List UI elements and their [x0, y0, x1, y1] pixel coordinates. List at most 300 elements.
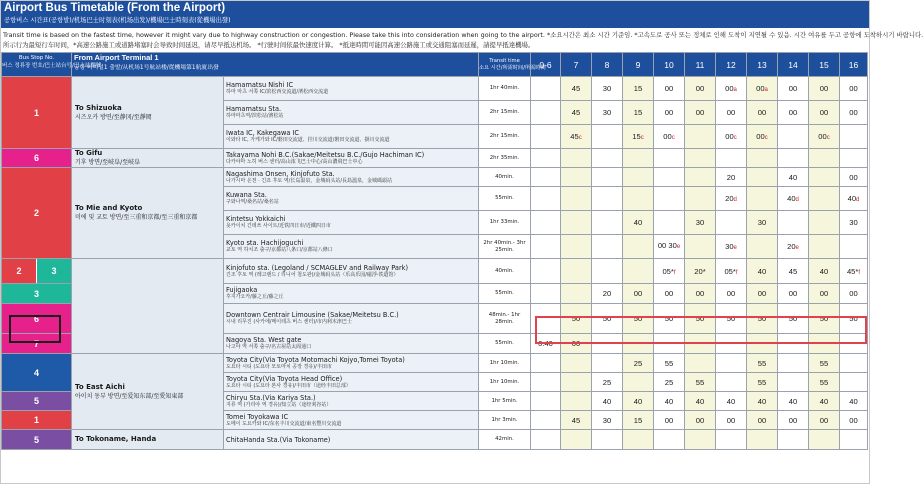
departure-cell: 15	[623, 411, 654, 430]
departure-cell: 45*f	[840, 259, 868, 284]
departure-cell: 40	[809, 392, 840, 411]
table-row	[2, 354, 868, 373]
station-name	[224, 392, 479, 411]
station-label: Hamamatsu Sta.	[226, 105, 282, 114]
departure-cell: 00	[747, 101, 778, 125]
departure-cell	[561, 211, 592, 235]
transit-time: 1hr 40min.	[479, 77, 531, 101]
departure-cell	[592, 125, 623, 149]
departure-note-mark: f	[673, 269, 676, 276]
station-name	[224, 354, 479, 373]
departure-cell	[747, 187, 778, 211]
departure-cell	[809, 211, 840, 235]
col-hour: 16	[840, 53, 868, 77]
transit-time: 2hr 40min.- 3hr 25min.	[479, 235, 531, 259]
departure-cell: 20e	[778, 235, 809, 259]
col-hour: 14	[778, 53, 809, 77]
departure-cell	[685, 149, 716, 168]
departure-note-mark: d	[856, 197, 860, 203]
station-name	[224, 304, 479, 334]
col-hour: 9	[623, 53, 654, 77]
departure-cell: 00	[809, 284, 840, 304]
bus-stop-number: 3	[2, 284, 72, 304]
departure-cell: 45	[561, 77, 592, 101]
departure-cell: 00	[840, 284, 868, 304]
departure-cell	[561, 284, 592, 304]
departure-cell	[592, 187, 623, 211]
destination-name: To East Aichi	[75, 382, 125, 391]
departure-cell	[531, 354, 561, 373]
departure-cell	[623, 149, 654, 168]
bus-stop-number: 5	[2, 430, 72, 450]
departure-cell: 00a	[747, 77, 778, 101]
departure-cell: 55	[809, 354, 840, 373]
departure-cell	[685, 235, 716, 259]
station-name	[224, 149, 479, 168]
departure-cell: 00	[654, 77, 685, 101]
note-line-1: Transit time is based on the fastest time, however it might vary due to highway construction or congestion. Please take this into consideration when going to the airport. *소요시간은 최소 시간 기준임. *고속도로 공사 또는 정체로 인해 도착이 지연될 수 있음. 시간 여유를 두고 공항에 도착하시기 바랍니다.	[3, 31, 923, 39]
station-name	[224, 77, 479, 101]
departure-cell	[654, 149, 685, 168]
departure-cell: 00	[716, 284, 747, 304]
departure-cell: 15	[623, 77, 654, 101]
station-sub: 지류 역 (가리야 역 경유)/知立站（途经刈谷站）	[226, 401, 332, 408]
station-label: Kuwana Sta.	[226, 191, 267, 200]
departure-cell: 30	[592, 101, 623, 125]
destination-sub: 아이치 동부 방면/至爱知东部/至愛知東部	[75, 392, 184, 400]
bus-stop-number	[2, 259, 72, 284]
bus-stop-number: 4	[2, 354, 72, 392]
transit-time: 40min.	[479, 259, 531, 284]
departure-cell	[654, 187, 685, 211]
station-name	[224, 168, 479, 187]
page-title: Airport Bus Timetable (From the Airport)	[4, 2, 226, 14]
departure-cell: 20*	[685, 259, 716, 284]
departure-cell: 20	[716, 168, 747, 187]
departure-cell: 40	[623, 392, 654, 411]
departure-cell	[840, 334, 868, 354]
departure-cell	[531, 235, 561, 259]
departure-cell: 55	[747, 354, 778, 373]
departure-cell	[531, 430, 561, 450]
bus-stop-number: 7	[2, 334, 72, 354]
bus-stop-number: 1	[2, 77, 72, 149]
destination-group	[72, 168, 224, 259]
departure-note-mark: d	[795, 197, 799, 203]
departure-cell	[531, 373, 561, 392]
departure-cell	[623, 430, 654, 450]
timetable-table	[1, 52, 868, 450]
departure-cell: 30	[592, 77, 623, 101]
departure-cell	[561, 259, 592, 284]
departure-cell	[592, 149, 623, 168]
station-label: Nagashima Onsen, Kinjofuto Sta.	[226, 169, 335, 178]
station-sub: 후지가오카/藤之丘/藤之丘	[226, 294, 284, 301]
departure-cell: 00	[840, 168, 868, 187]
departure-cell: 00	[747, 284, 778, 304]
station-sub: 교토 역 하치조 출구/京都站八条口/京都站八條口	[226, 247, 333, 254]
departure-cell: 00	[809, 411, 840, 430]
destination-group	[72, 259, 224, 354]
table-row	[2, 259, 868, 284]
table-row	[2, 149, 868, 168]
departure-note-mark: a	[733, 87, 737, 93]
departure-note-mark: c	[826, 135, 830, 141]
transit-time: 1hr 3min.	[479, 411, 531, 430]
departure-cell: 45c	[561, 125, 592, 149]
departure-cell: 40	[747, 259, 778, 284]
departure-cell: 00	[685, 411, 716, 430]
station-label: Tomei Toyokawa IC	[226, 412, 289, 421]
departure-cell	[531, 187, 561, 211]
departure-cell: 00	[778, 411, 809, 430]
col-bus-stop-label: Bus Stop No.	[18, 55, 55, 61]
station-sub: 도요타 시티 (도요타 본사 경유)/丰田市（途经丰田总部）	[226, 382, 351, 389]
departure-cell: 00	[654, 411, 685, 430]
station-label: Fujigaoka	[226, 286, 258, 295]
departure-cell	[531, 168, 561, 187]
bus-stop-number: 1	[2, 411, 72, 430]
col-hour: 12	[716, 53, 747, 77]
departure-cell	[778, 211, 809, 235]
transit-time: 1hr 10min.	[479, 373, 531, 392]
departure-cell	[778, 354, 809, 373]
departure-cell: 40	[716, 392, 747, 411]
departure-cell	[747, 149, 778, 168]
station-label: Hamamatsu Nishi IC	[226, 81, 294, 90]
col-destination-label: From Airport Terminal 1	[74, 53, 159, 62]
departure-cell	[716, 430, 747, 450]
departure-note-mark: d	[733, 197, 737, 203]
departure-cell	[561, 168, 592, 187]
departure-cell	[592, 168, 623, 187]
departure-cell	[561, 187, 592, 211]
departure-cell: 40	[654, 392, 685, 411]
departure-cell	[654, 211, 685, 235]
departure-cell: 05*f	[716, 259, 747, 284]
station-label: Toyota City(Via Toyota Head Office)	[226, 374, 343, 383]
destination-name: To Mie and Kyoto	[75, 204, 143, 212]
departure-cell	[561, 430, 592, 450]
transit-time: 55min.	[479, 187, 531, 211]
station-name	[224, 187, 479, 211]
departure-cell: 40	[747, 392, 778, 411]
departure-cell	[592, 334, 623, 354]
departure-cell	[531, 149, 561, 168]
departure-cell: 00a	[716, 77, 747, 101]
transit-time: 1hr 33min.	[479, 211, 531, 235]
transit-time: 40min.	[479, 168, 531, 187]
departure-cell: 00	[716, 101, 747, 125]
station-sub: 욧카이치 긴테쓰 사이트/近铁四日市/近鐵四日市	[226, 223, 331, 230]
departure-cell: 05*f	[654, 259, 685, 284]
departure-cell: 55	[747, 373, 778, 392]
table-row	[2, 77, 868, 101]
departure-cell	[592, 235, 623, 259]
station-label: Kinjofuto sta. (Legoland / SCMAGLEV and Railway Park)	[226, 263, 409, 272]
departure-cell: 00	[685, 284, 716, 304]
departure-cell	[592, 430, 623, 450]
departure-cell: 00	[716, 411, 747, 430]
departure-cell: 30	[592, 411, 623, 430]
departure-cell: 00	[840, 77, 868, 101]
col-hour: 0-6	[531, 53, 561, 77]
departure-cell: 15c	[623, 125, 654, 149]
departure-cell: 50	[592, 304, 623, 334]
departure-cell	[747, 235, 778, 259]
destination-group	[72, 430, 224, 450]
departure-cell	[716, 354, 747, 373]
departure-cell	[778, 125, 809, 149]
departure-cell	[654, 168, 685, 187]
departure-cell: 00	[685, 77, 716, 101]
bus-stop-number: 6	[2, 304, 72, 334]
departure-cell: 30e	[716, 235, 747, 259]
station-label: Downtown Centrair Limousine (Sakae/Meitetsu B.C.)	[226, 311, 399, 320]
departure-cell	[623, 187, 654, 211]
destination-name: To Tokoname, Handa	[75, 435, 157, 443]
departure-cell: 00	[840, 101, 868, 125]
departure-cell	[809, 187, 840, 211]
col-destination-sub: 공항 터미널1 출발/从机场1号航站楼/從機場第1航廈出發	[74, 64, 219, 71]
departure-cell: 00c	[654, 125, 685, 149]
departure-cell	[592, 211, 623, 235]
departure-cell	[531, 392, 561, 411]
departure-cell	[778, 334, 809, 354]
station-name	[224, 125, 479, 149]
station-name	[224, 430, 479, 450]
departure-note-mark: e	[795, 245, 799, 251]
departure-cell: 00	[778, 284, 809, 304]
timetable-banner	[1, 1, 869, 28]
departure-cell: 00	[778, 77, 809, 101]
departure-cell	[685, 187, 716, 211]
departure-cell: 20d	[716, 187, 747, 211]
departure-cell: 00	[685, 101, 716, 125]
departure-cell	[592, 354, 623, 373]
station-sub: 다카야마 노히 버스 센터/高山浓飞巴士中心/高山濃飛巴士中心	[226, 158, 363, 165]
departure-cell	[623, 259, 654, 284]
departure-cell: 50	[716, 304, 747, 334]
departure-cell: 50	[840, 304, 868, 334]
departure-cell: 30	[840, 211, 868, 235]
departure-cell: 40	[809, 259, 840, 284]
departure-cell	[685, 334, 716, 354]
departure-note-mark: c	[733, 135, 737, 141]
departure-cell	[561, 235, 592, 259]
departure-cell	[654, 430, 685, 450]
station-sub: 도요타 시티 (도요타 모토마치 공장 경유)/丰田市	[226, 363, 332, 370]
bus-stop-number-part: 2	[2, 259, 37, 283]
station-sub: 하마 마츠 서쪽 IC/滨松西交流道/濱松西交流道	[226, 89, 329, 96]
page-subtitle: 공항버스 시간표(공항발)/机场巴士时刻表(机场出发)/機場巴士時刻表(從機場出發)	[4, 17, 231, 24]
departure-cell: 40	[623, 211, 654, 235]
departure-cell	[561, 392, 592, 411]
departure-cell	[531, 284, 561, 304]
destination-name: To Gifu	[75, 149, 103, 157]
departure-cell: 00c	[716, 125, 747, 149]
col-hour: 15	[809, 53, 840, 77]
departure-note-mark: a	[764, 87, 768, 93]
departure-cell	[840, 125, 868, 149]
departure-cell: 00	[840, 411, 868, 430]
departure-cell: 55	[654, 354, 685, 373]
destination-group	[72, 149, 224, 168]
departure-cell: 00c	[809, 125, 840, 149]
departure-cell: 50	[747, 304, 778, 334]
departure-cell: 30	[747, 211, 778, 235]
table-row	[2, 168, 868, 187]
table-row	[2, 430, 868, 450]
departure-cell: 55	[685, 373, 716, 392]
departure-cell	[747, 168, 778, 187]
departure-cell	[747, 334, 778, 354]
departure-cell: 00	[654, 284, 685, 304]
departure-cell: 40	[778, 168, 809, 187]
departure-cell	[685, 168, 716, 187]
departure-cell	[716, 334, 747, 354]
header-row	[2, 53, 868, 77]
departure-cell	[623, 235, 654, 259]
station-label: Chiryu Sta.(Via Kariya Sta.)	[226, 393, 316, 402]
departure-cell	[685, 354, 716, 373]
transit-time: 48min.- 1hr 28min.	[479, 304, 531, 334]
col-hour: 10	[654, 53, 685, 77]
departure-cell	[685, 430, 716, 450]
departure-cell	[716, 373, 747, 392]
destination-group	[72, 77, 224, 149]
transit-time: 55min.	[479, 334, 531, 354]
departure-cell	[623, 373, 654, 392]
departure-cell	[531, 259, 561, 284]
departure-cell: 30	[685, 211, 716, 235]
col-bus-stop-sub: 버스 정류장 번호/巴士站台号/巴士站牌號	[2, 62, 102, 69]
col-hour: 13	[747, 53, 778, 77]
destination-name: To Shizuoka	[75, 103, 122, 112]
departure-cell	[531, 304, 561, 334]
station-label: Takayama Nohi B.C.(Sakae/Meitetsu B.C./Gujo Hachiman IC)	[226, 150, 425, 159]
departure-cell	[840, 149, 868, 168]
timetable-body	[2, 77, 868, 450]
transit-note	[3, 31, 923, 50]
departure-cell: 00	[561, 334, 592, 354]
departure-cell	[592, 259, 623, 284]
note-line-2: 所示行为最短行车时间，*高速公路施工或道路堵塞时会导致时间延迟，请尽早抵达机场。 *行驶时间依最快速度计算。 *抵達時間可能因高速公路施工或交通阻塞而延遲，請提早抵達機場。	[3, 40, 535, 49]
station-sub: 나가시마 온천 · 긴죠 후토 역/长岛温泉，金城码头站/長島溫泉，金城碼頭站	[226, 177, 393, 184]
departure-cell: 45	[778, 259, 809, 284]
departure-cell: 40	[840, 392, 868, 411]
departure-cell: 50	[623, 304, 654, 334]
station-label: ChitaHanda Sta.(Via Tokoname)	[226, 435, 331, 444]
bus-stop-number: 2	[2, 168, 72, 259]
departure-cell: 00	[623, 284, 654, 304]
departure-cell	[561, 354, 592, 373]
departure-cell: 25	[592, 373, 623, 392]
departure-cell: 40	[778, 392, 809, 411]
departure-cell: 00	[778, 101, 809, 125]
station-name	[224, 334, 479, 354]
departure-cell: 0:40	[531, 334, 561, 354]
col-transit-sub: 소요 시간/所需时间/所需時間	[479, 64, 546, 71]
departure-cell	[623, 168, 654, 187]
departure-note-mark: c	[578, 135, 582, 141]
transit-time: 2hr 15min.	[479, 101, 531, 125]
departure-cell: 00	[809, 77, 840, 101]
departure-cell	[840, 235, 868, 259]
departure-cell	[778, 373, 809, 392]
departure-cell	[531, 101, 561, 125]
departure-cell	[531, 211, 561, 235]
station-name	[224, 101, 479, 125]
departure-cell	[531, 125, 561, 149]
departure-note-mark: c	[671, 135, 675, 141]
departure-cell: 40	[592, 392, 623, 411]
departure-cell: 20	[592, 284, 623, 304]
departure-note-mark: c	[764, 135, 768, 141]
station-sub: 하마마츠역/滨松站/濱松站	[226, 113, 284, 120]
departure-cell: 50	[809, 304, 840, 334]
departure-cell	[809, 149, 840, 168]
departure-cell: 55	[809, 373, 840, 392]
station-name	[224, 235, 479, 259]
destination-sub: 기후 방면/至岐阜/至岐阜	[75, 159, 141, 166]
station-sub: 도메이 도요카와 IC/东名丰川交流道/東名豐川交流道	[226, 420, 342, 427]
departure-cell	[623, 334, 654, 354]
transit-time: 1hr 5min.	[479, 392, 531, 411]
destination-sub: 시즈오카 방면/至静冈/至靜岡	[75, 113, 152, 121]
station-sub: 시내 리무진 (사카에/메이테츠 버스 센터)/市内利木津巴士	[226, 319, 352, 326]
departure-cell	[809, 168, 840, 187]
col-hour: 11	[685, 53, 716, 77]
departure-cell: 50	[561, 304, 592, 334]
bus-stop-number: 5	[2, 392, 72, 411]
departure-cell	[840, 430, 868, 450]
departure-note-mark: e	[676, 244, 681, 250]
station-sub: 이와타 IC, 가케가와 IC/磐田交流道、挂川交流道/磐田交流道、掛川交流道	[226, 137, 390, 144]
departure-note-mark: c	[640, 135, 644, 141]
departure-cell	[716, 211, 747, 235]
departure-cell	[809, 430, 840, 450]
departure-cell: 25	[623, 354, 654, 373]
station-name	[224, 211, 479, 235]
departure-note-mark: f	[858, 269, 861, 276]
station-name	[224, 373, 479, 392]
departure-cell	[685, 125, 716, 149]
departure-cell: 15	[623, 101, 654, 125]
bus-stop-number: 6	[2, 149, 72, 168]
col-hour: 8	[592, 53, 623, 77]
departure-cell: 00	[654, 101, 685, 125]
departure-cell	[809, 334, 840, 354]
departure-cell: 00	[747, 411, 778, 430]
departure-cell: 00c	[747, 125, 778, 149]
station-label: Nagoya Sta. West gate	[226, 336, 302, 345]
station-label: Kintetsu Yokkaichi	[226, 215, 286, 224]
transit-time: 42min.	[479, 430, 531, 450]
station-sub: 나고야 역 서쪽 출구/名古屋站太阁通口	[226, 344, 312, 351]
departure-cell: 25	[654, 373, 685, 392]
departure-cell	[531, 77, 561, 101]
departure-cell	[747, 430, 778, 450]
departure-cell: 00	[809, 101, 840, 125]
departure-cell	[840, 373, 868, 392]
departure-note-mark: f	[735, 269, 738, 276]
departure-cell	[840, 354, 868, 373]
col-hour: 7	[561, 53, 592, 77]
col-destination	[72, 53, 479, 77]
station-sub: 긴조 후토 역 (레고랜드 / 리니어 철도관)/金城码头站（乐高乐园/磁浮·铁道馆）	[226, 271, 399, 278]
departure-cell: 50	[778, 304, 809, 334]
